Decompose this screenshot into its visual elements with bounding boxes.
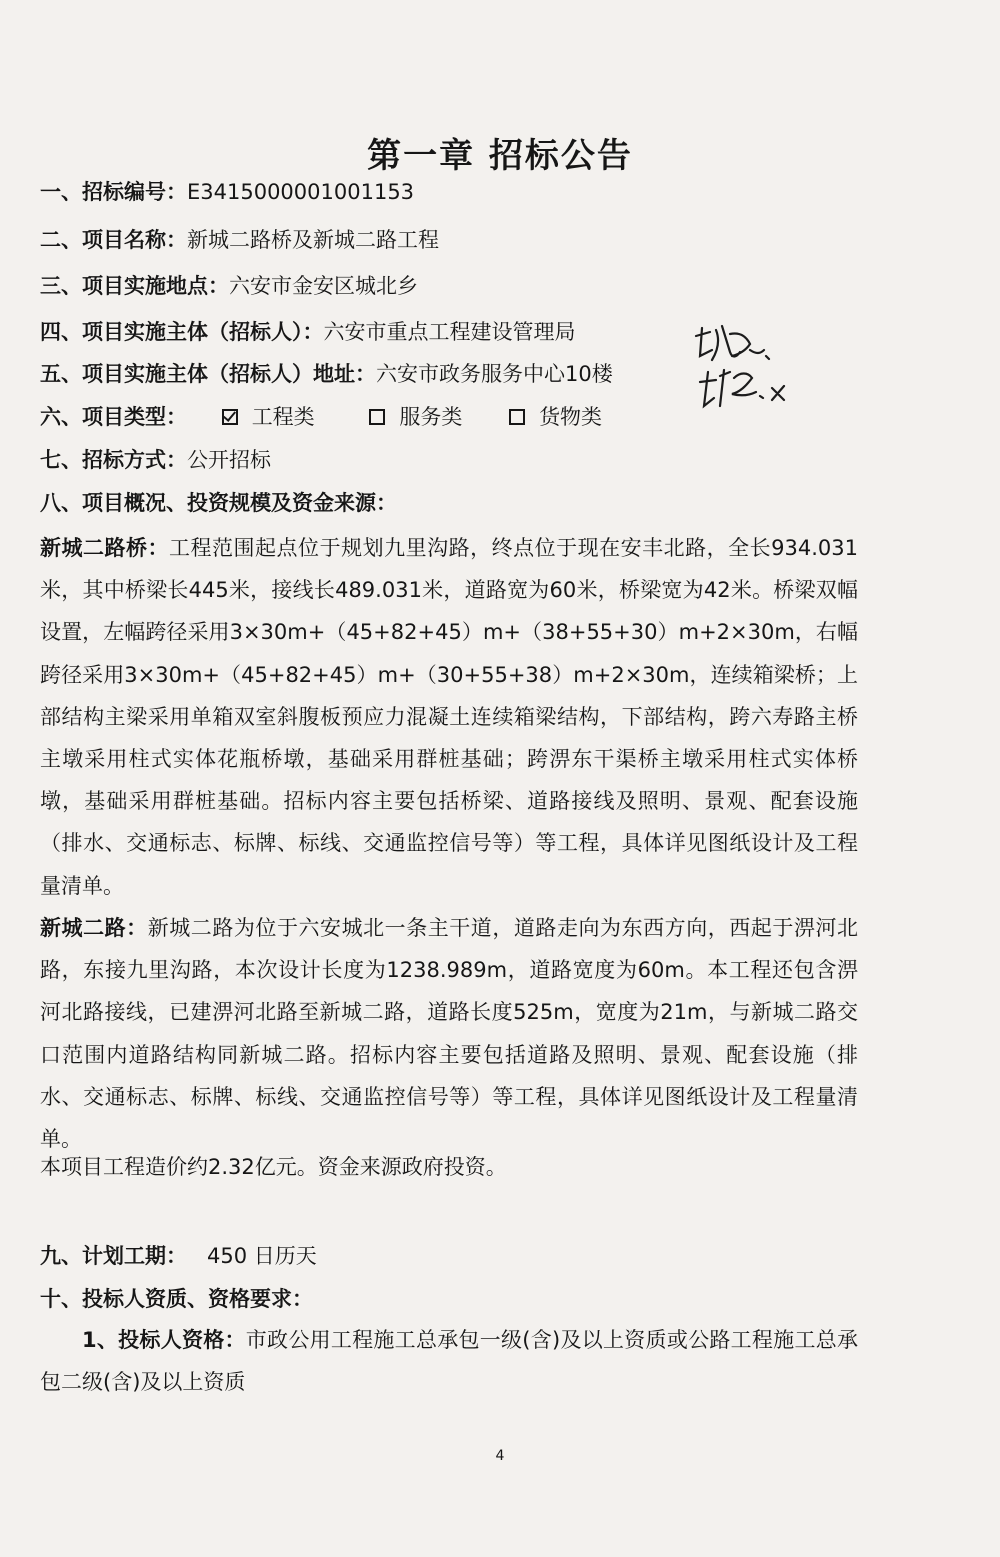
empty-box-icon [369,409,385,425]
cost-line: 本项目工程造价约2.32亿元。资金来源政府投资。 [40,1155,507,1179]
handwritten-signature [690,320,810,430]
road-paragraph: 新城二路：新城二路为位于六安城北一条主干道，道路走向为东西方向，西起于淠河北路，东接九里沟路，本次设计长度为1238.989m，道路宽度为60m。本工程还包含淠河北路接线，已建淠河北路至新城二路，道路长度525m，宽度为21m，与新城二路交口范围内道路结构同新城二路。招标内容主要包括道路及照明、景观、配套设施（排水、交通标志、标牌、标线、交通监控信号等）等工程，具体详见图纸设计及工程量清单。 [40,916,858,1152]
qualification-heading: 十、投标人资质、资格要求： [40,1287,313,1311]
item-project-location: 三、项目实施地点：六安市金安区城北乡 [40,274,418,298]
item-bid-method: 七、招标方式：公开招标 [40,448,271,472]
item-schedule: 九、计划工期： 450 日历天 [40,1244,317,1268]
bridge-paragraph: 新城二路桥：工程范围起点位于规划九里沟路，终点位于现在安丰北路，全长934.031米，其中桥梁长445米，接线长489.031米，道路宽为60米，桥梁宽为42米。桥梁双幅设置，左幅跨径采用3×30m+（45+82+45）m+（38+55+30）m+2×30m，右幅跨径采用3×30m+（45+82+45）m+（30+55+38）m+2×30m，连续箱梁桥；上部结构主梁采用单箱双室斜腹板预应力混凝土连续箱梁结构，下部结构，跨六寿路主桥主墩采用柱式实体花瓶桥墩，基础采用群桩基础；跨淠东干渠桥主墩采用柱式实体桥墩，基础采用群桩基础。招标内容主要包括桥梁、道路接线及照明、景观、配套设施（排水、交通标志、标牌、标线、交通监控信号等）等工程，具体详见图纸设计及工程量清单。 [40,536,858,898]
overview-heading: 八、项目概况、投资规模及资金来源： [40,491,397,515]
qualification-paragraph: 1、投标人资格：市政公用工程施工总承包一级(含)及以上资质或公路工程施工总承包二级(含)及以上资质 [40,1328,858,1395]
type-option-engineering: 工程类 [222,401,315,431]
item-tenderer-address: 五、项目实施主体（招标人）地址：六安市政务服务中心10楼 [40,362,613,386]
page-number: 4 [495,1448,505,1464]
item-tenderer: 四、项目实施主体（招标人）：六安市重点工程建设管理局 [40,320,576,344]
empty-box-icon [509,409,525,425]
type-option-service: 服务类 [369,401,462,431]
page-title: 第一章 招标公告 [367,136,633,176]
item-project-type: 六、项目类型： 工程类 服务类 货物类 [40,401,602,431]
item-bid-number: 一、招标编号：E3415000001001153 [40,180,415,204]
item-project-name: 二、项目名称：新城二路桥及新城二路工程 [40,228,439,252]
type-option-goods: 货物类 [509,401,602,431]
checked-box-icon [222,409,238,425]
